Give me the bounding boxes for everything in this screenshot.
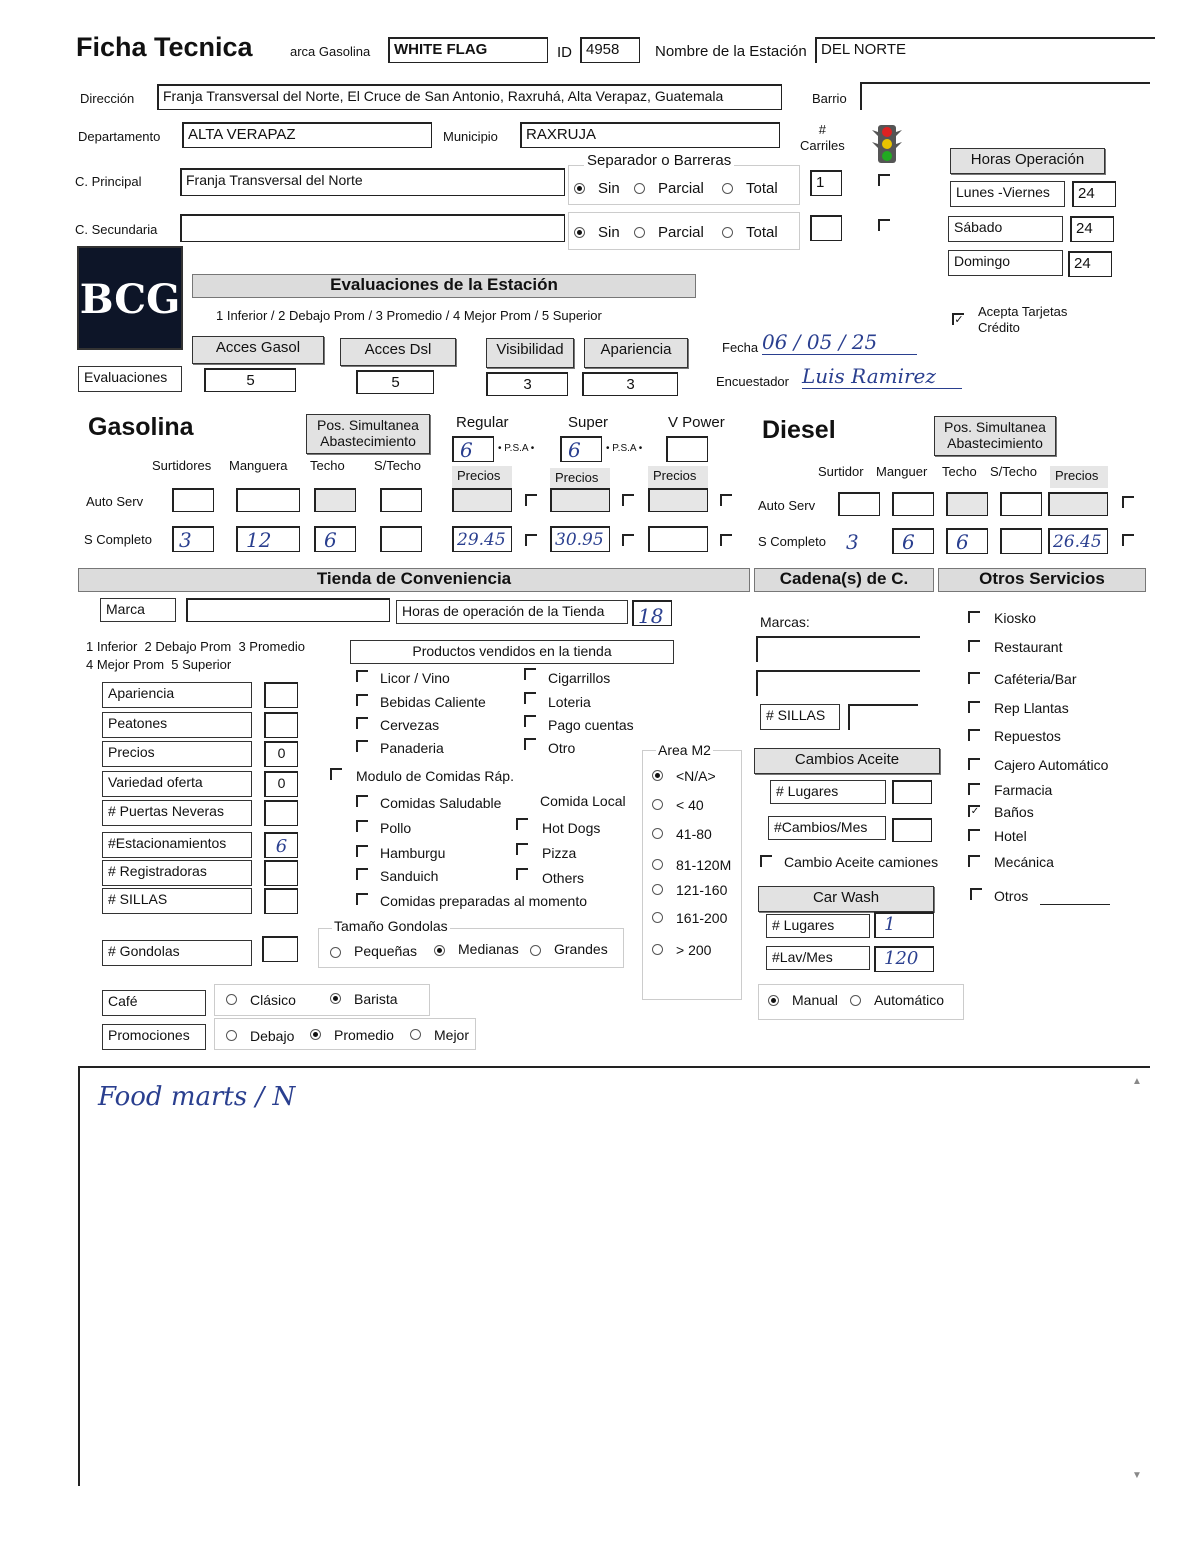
gas-precios-super-label: Precios [550, 468, 610, 490]
producto-checkbox[interactable] [524, 715, 536, 727]
producto-label: Licor / Vino [380, 670, 450, 686]
municipio-field[interactable]: RAXRUJA [520, 122, 780, 148]
gas-completo-manguera[interactable]: 12 [236, 526, 300, 552]
evaluaciones-title: Evaluaciones de la Estación [192, 274, 696, 298]
servicio-label: Caféteria/Bar [994, 671, 1077, 687]
wash-manual-label: Manual [792, 992, 838, 1008]
area-option-label: 121-160 [676, 882, 728, 898]
servicio-label: Hotel [994, 828, 1027, 844]
rating-label: Variedad oferta [102, 771, 252, 797]
comida-local-label: Comida Local [540, 793, 626, 809]
id-label: ID [557, 44, 572, 61]
tamano-pequenas-radio[interactable] [330, 947, 341, 958]
producto-label: Cervezas [380, 717, 440, 733]
wash-automatico-radio[interactable] [850, 995, 861, 1006]
gas-auto-super-precio[interactable] [550, 488, 610, 512]
separador-secundaria-sin-radio[interactable] [574, 227, 585, 238]
comida-checkbox[interactable] [356, 893, 368, 905]
traffic-light-icon [872, 124, 902, 164]
comida-checkbox[interactable] [516, 868, 528, 880]
promo-mejor-radio[interactable] [410, 1029, 421, 1040]
sabado-label: Sábado [948, 216, 1063, 242]
rating-label: Precios [102, 741, 252, 767]
comida-checkbox[interactable] [356, 868, 368, 880]
area-option-label: <N/A> [676, 768, 716, 784]
gas-precios-regular-label: Precios [452, 466, 512, 488]
tienda-horas-label: Horas de operación de la Tienda [396, 600, 628, 624]
carwash-lugares-label: # Lugares [766, 914, 870, 938]
regular-label: Regular [456, 414, 509, 431]
vpower-label: V Power [668, 414, 725, 431]
servicio-checkbox[interactable] [968, 829, 980, 841]
fecha-label: Fecha [722, 340, 759, 355]
carriles-principal-field[interactable]: 1 [810, 170, 842, 196]
separador-principal-total-radio[interactable] [722, 183, 733, 194]
comida-checkbox[interactable] [356, 795, 368, 807]
acces-gasol-field[interactable]: 5 [204, 368, 296, 392]
producto-label: Panaderia [380, 740, 444, 756]
tarjetas-checkbox[interactable]: ✓ [952, 313, 964, 325]
servicio-checkbox[interactable] [968, 701, 980, 713]
wash-automatico-label: Automático [874, 992, 945, 1008]
psa-label-1: • P.S.A • [498, 443, 535, 454]
area-option-label: < 40 [676, 797, 704, 813]
diesel-auto-label: Auto Serv [758, 498, 816, 513]
gas-auto-surtidores[interactable] [172, 488, 214, 512]
comida-label: Others [542, 870, 585, 886]
lunes-field[interactable]: 24 [1072, 181, 1116, 207]
servicio-checkbox[interactable] [968, 729, 980, 741]
producto-checkbox[interactable] [356, 717, 368, 729]
producto-checkbox[interactable] [356, 740, 368, 752]
diesel-completo-stecho[interactable] [1000, 528, 1042, 554]
producto-label: Loteria [548, 694, 591, 710]
area-group [642, 750, 742, 1000]
separador-principal-parcial-radio[interactable] [634, 183, 645, 194]
semaforo-principal-checkbox[interactable] [878, 174, 890, 186]
rating-label: # SILLAS [102, 888, 252, 914]
cambios-lugares-field[interactable] [892, 780, 932, 804]
area-label: Area M2 [658, 742, 711, 758]
gas-completo-surtidores[interactable]: 3 [172, 526, 214, 552]
comida-label: Hot Dogs [542, 820, 601, 836]
separador-secundaria-total-radio[interactable] [722, 227, 733, 238]
bcg-logo: BCG [77, 246, 183, 350]
servicio-checkbox[interactable] [968, 640, 980, 652]
gas-completo-stecho[interactable] [380, 526, 422, 552]
marcas-field-1[interactable] [756, 636, 920, 662]
servicio-label: Repuestos [994, 728, 1061, 744]
area-radio[interactable] [652, 799, 663, 810]
regular-pos-field[interactable]: 6 [452, 436, 494, 462]
gas-completo-vpower-precio[interactable] [648, 526, 708, 552]
rating-field[interactable] [264, 800, 298, 826]
separador-principal-parcial-label: Parcial [658, 180, 704, 197]
diesel-precios-label: Precios [1050, 466, 1108, 488]
rating-field[interactable] [264, 888, 298, 914]
carriles-label: # Carriles [800, 122, 845, 153]
servicio-label: Baños [994, 804, 1034, 820]
visibilidad-field[interactable]: 3 [486, 372, 568, 396]
gas-completo-vpower-check[interactable] [720, 534, 732, 546]
comida-checkbox[interactable] [516, 843, 528, 855]
tienda-horas-field[interactable]: 18 [632, 600, 672, 626]
servicio-label: Kiosko [994, 610, 1037, 626]
promo-promedio-label: Promedio [334, 1027, 394, 1043]
diesel-col-stecho: S/Techo [990, 464, 1037, 479]
page-title: Ficha Tecnica [76, 32, 253, 62]
servicio-checkbox[interactable] [968, 611, 980, 623]
cambios-mes-label: #Cambios/Mes [768, 816, 886, 840]
acces-dsl-button[interactable]: Acces Dsl [340, 338, 456, 366]
diesel-completo-surtidor[interactable]: 3 [838, 528, 880, 554]
cadenas-sillas-label: # SILLAS [760, 704, 840, 730]
rating-label: # Puertas Neveras [102, 800, 252, 826]
comida-label: Pollo [380, 820, 412, 836]
gas-auto-super-check[interactable] [622, 494, 634, 506]
cadenas-title: Cadena(s) de C. [754, 568, 934, 592]
servicio-checkbox[interactable] [968, 855, 980, 867]
otros-title: Otros Servicios [938, 568, 1146, 592]
carwash-lugares-field[interactable]: 1 [874, 912, 934, 938]
separador-principal-sin-radio[interactable] [574, 183, 585, 194]
servicio-checkbox[interactable] [968, 672, 980, 684]
gas-completo-techo[interactable]: 6 [314, 526, 356, 552]
gas-auto-manguera[interactable] [236, 488, 300, 512]
scroll-up-icon[interactable]: ▲ [1132, 1076, 1142, 1087]
lav-mes-label: #Lav/Mes [766, 946, 870, 970]
departamento-field[interactable]: ALTA VERAPAZ [182, 122, 432, 148]
otros-otros-checkbox[interactable] [970, 888, 982, 900]
diesel-completo-label: S Completo [758, 534, 826, 549]
rating-field[interactable]: 0 [264, 741, 298, 767]
acces-gasol-button[interactable]: Acces Gasol [192, 336, 324, 364]
rating-label: # Registradoras [102, 860, 252, 886]
servicio-checkbox[interactable] [968, 758, 980, 770]
producto-checkbox[interactable] [524, 668, 536, 680]
gondolas-label: # Gondolas [102, 940, 252, 966]
notes-top-border [78, 1066, 1150, 1068]
gas-auto-regular-precio[interactable] [452, 488, 512, 512]
gas-col-techo: Techo [310, 458, 345, 473]
semaforo-secundaria-checkbox[interactable] [878, 219, 890, 231]
gas-completo-super-check[interactable] [622, 534, 634, 546]
rating-label: Peatones [102, 712, 252, 738]
tamano-medianas-radio[interactable] [434, 945, 445, 956]
area-option-label: > 200 [676, 942, 712, 958]
area-radio[interactable] [652, 884, 663, 895]
separador-secundaria-sin-label: Sin [598, 224, 620, 241]
camiones-checkbox[interactable] [760, 855, 772, 867]
gasolina-title: Gasolina [88, 413, 194, 441]
area-radio[interactable] [652, 859, 663, 870]
otros-otros-label: Otros [994, 888, 1029, 904]
area-option-label: 161-200 [676, 910, 728, 926]
gas-pos-simultanea-button[interactable]: Pos. Simultanea Abastecimiento [306, 414, 430, 454]
domingo-field[interactable]: 24 [1068, 251, 1112, 277]
gas-auto-label: Auto Serv [86, 494, 144, 509]
scroll-down-icon[interactable]: ▼ [1132, 1470, 1142, 1481]
encuestador-field[interactable]: Luis Ramirez [802, 364, 962, 389]
diesel-pos-simultanea-button[interactable]: Pos. Simultanea Abastecimiento [934, 416, 1056, 456]
lunes-label: Lunes -Viernes [950, 181, 1065, 207]
camiones-label: Cambio Aceite camiones [784, 854, 939, 870]
servicio-checkbox[interactable]: ✓ [968, 805, 980, 817]
comida-checkbox[interactable] [516, 818, 528, 830]
producto-label: Pago cuentas [548, 717, 634, 733]
separador-secundaria-parcial-radio[interactable] [634, 227, 645, 238]
rating-label: Apariencia [102, 682, 252, 708]
super-pos-field[interactable]: 6 [560, 436, 602, 462]
tamano-medianas-label: Medianas [458, 941, 519, 957]
marca-field[interactable]: WHITE FLAG [388, 37, 548, 63]
evaluaciones-label: Evaluaciones [78, 366, 182, 392]
marcas-label: Marcas: [760, 614, 810, 630]
separador-principal-total-label: Total [746, 180, 778, 197]
separador-title: Separador o Barreras [584, 152, 734, 169]
producto-checkbox[interactable] [524, 692, 536, 704]
diesel-auto-techo[interactable] [946, 492, 988, 516]
producto-label: Otro [548, 740, 576, 756]
rating-field[interactable]: 6 [264, 832, 298, 858]
car-wash-button[interactable]: Car Wash [758, 886, 934, 912]
gas-precios-vpower-label: Precios [648, 466, 708, 488]
secundaria-label: C. Secundaria [75, 222, 158, 237]
carriles-secundaria-field[interactable] [810, 215, 842, 241]
servicio-label: Rep Llantas [994, 700, 1069, 716]
area-option-label: 81-120M [676, 857, 732, 873]
comida-checkbox[interactable] [356, 845, 368, 857]
psa-label-2: • P.S.A • [606, 443, 643, 454]
comida-label: Pizza [542, 845, 577, 861]
tamano-grandes-radio[interactable] [530, 945, 541, 956]
sabado-field[interactable]: 24 [1070, 216, 1114, 242]
tarjetas-label: Acepta Tarjetas Crédito [978, 304, 1068, 335]
apariencia-button[interactable]: Apariencia [584, 338, 688, 368]
gas-completo-regular-precio[interactable]: 29.45 [452, 526, 512, 552]
rating-field[interactable]: 0 [264, 771, 298, 797]
id-field[interactable]: 4958 [580, 37, 640, 63]
diesel-auto-check[interactable] [1122, 496, 1134, 508]
servicio-label: Farmacia [994, 782, 1053, 798]
gas-col-stecho: S/Techo [374, 458, 421, 473]
producto-label: Cigarrillos [548, 670, 611, 686]
diesel-completo-check[interactable] [1122, 534, 1134, 546]
area-radio[interactable] [652, 828, 663, 839]
apariencia-field[interactable]: 3 [582, 372, 678, 396]
cadenas-sillas-field[interactable] [848, 704, 918, 730]
servicio-label: Mecánica [994, 854, 1054, 870]
gas-col-manguera: Manguera [229, 458, 288, 473]
comida-checkbox[interactable] [356, 820, 368, 832]
barrio-label: Barrio [812, 91, 847, 106]
gas-completo-super-precio[interactable]: 30.95 [550, 526, 610, 552]
cambios-aceite-button[interactable]: Cambios Aceite [754, 748, 940, 774]
cafe-barista-radio[interactable] [330, 993, 341, 1004]
direccion-field[interactable]: Franja Transversal del Norte, El Cruce de San Antonio, Raxruhá, Alta Verapaz, Guatemala [157, 84, 782, 110]
horas-operacion-button[interactable]: Horas Operación [950, 148, 1105, 174]
diesel-auto-surtidor[interactable] [838, 492, 880, 516]
gas-completo-regular-check[interactable] [525, 534, 537, 546]
diesel-auto-manguer[interactable] [892, 492, 934, 516]
area-option-label: 41-80 [676, 826, 712, 842]
cafe-barista-label: Barista [354, 991, 398, 1007]
diesel-auto-precio[interactable] [1048, 492, 1108, 516]
vpower-pos-field[interactable] [666, 436, 708, 462]
productos-title: Productos vendidos en la tienda [350, 640, 674, 664]
super-label: Super [568, 414, 609, 431]
promociones-label: Promociones [102, 1024, 206, 1050]
notes-text: Food marts / N [98, 1082, 296, 1112]
promo-debajo-label: Debajo [250, 1028, 295, 1044]
producto-label: Bebidas Caliente [380, 694, 486, 710]
tienda-scale: 1 Inferior 2 Debajo Prom 3 Promedio 4 Mejor Prom 5 Superior [86, 639, 305, 672]
tienda-title: Tienda de Conveniencia [78, 568, 750, 592]
acces-dsl-field[interactable]: 5 [356, 370, 434, 394]
gas-auto-vpower-precio[interactable] [648, 488, 708, 512]
comida-label: Sanduich [380, 868, 439, 884]
cambios-lugares-label: # Lugares [770, 780, 886, 804]
gondolas-field[interactable] [262, 936, 298, 962]
modulo-comidas-checkbox[interactable] [330, 768, 342, 780]
separador-principal-sin-label: Sin [598, 180, 620, 197]
domingo-label: Domingo [948, 250, 1063, 276]
comida-label: Hamburgu [380, 845, 446, 861]
gas-completo-label: S Completo [84, 532, 152, 547]
area-radio[interactable] [652, 770, 663, 781]
marca-label: arca Gasolina [290, 44, 371, 59]
estacion-label: Nombre de la Estación [655, 43, 807, 60]
otros-otros-line [1040, 904, 1110, 905]
wash-manual-radio[interactable] [768, 995, 779, 1006]
municipio-label: Municipio [443, 129, 498, 144]
fecha-field[interactable]: 06 / 05 / 25 [762, 330, 917, 355]
area-radio[interactable] [652, 944, 663, 955]
principal-field[interactable]: Franja Transversal del Norte [180, 168, 565, 196]
servicio-label: Cajero Automático [994, 757, 1109, 773]
cambios-mes-field[interactable] [892, 818, 932, 842]
diesel-col-manguer: Manguer [876, 464, 928, 479]
comida-label: Comidas Saludable [380, 795, 502, 811]
gas-auto-regular-check[interactable] [525, 494, 537, 506]
separador-secundaria-total-label: Total [746, 224, 778, 241]
evaluaciones-scale: 1 Inferior / 2 Debajo Prom / 3 Promedio / 4 Mejor Prom / 5 Superior [216, 308, 602, 323]
gas-col-surtidores: Surtidores [152, 458, 212, 473]
diesel-completo-techo[interactable]: 6 [946, 528, 988, 554]
modulo-comidas-label: Modulo de Comidas Ráp. [356, 768, 514, 784]
diesel-completo-precio[interactable]: 26.45 [1048, 528, 1108, 554]
gas-auto-vpower-check[interactable] [720, 494, 732, 506]
departamento-label: Departamento [78, 129, 161, 144]
direccion-label: Dirección [80, 91, 135, 106]
area-radio[interactable] [652, 912, 663, 923]
producto-checkbox[interactable] [356, 694, 368, 706]
tienda-marca-field[interactable] [186, 598, 390, 622]
tienda-marca-label: Marca [100, 598, 176, 622]
principal-label: C. Principal [75, 174, 142, 189]
diesel-completo-manguer[interactable]: 6 [892, 528, 934, 554]
estacion-field[interactable]: DEL NORTE [815, 37, 1155, 63]
promo-mejor-label: Mejor [434, 1027, 470, 1043]
diesel-col-surtidor: Surtidor [818, 464, 864, 479]
secundaria-field[interactable] [180, 214, 565, 242]
notes-left-border [78, 1066, 80, 1486]
tamano-label: Tamaño Gondolas [334, 918, 448, 934]
diesel-col-techo: Techo [942, 464, 977, 479]
barrio-field[interactable] [860, 82, 1150, 110]
promo-debajo-radio[interactable] [226, 1030, 237, 1041]
visibilidad-button[interactable]: Visibilidad [486, 338, 574, 368]
rating-field[interactable] [264, 860, 298, 886]
tamano-grandes-label: Grandes [554, 941, 608, 957]
rating-field[interactable] [264, 682, 298, 708]
encuestador-label: Encuestador [716, 374, 789, 389]
gas-auto-techo[interactable] [314, 488, 356, 512]
comida-label: Comidas preparadas al momento [380, 893, 587, 909]
servicio-label: Restaurant [994, 639, 1063, 655]
rating-field[interactable] [264, 712, 298, 738]
rating-label: #Estacionamientos [102, 832, 252, 858]
producto-checkbox[interactable] [524, 738, 536, 750]
gas-auto-stecho[interactable] [380, 488, 422, 512]
lav-mes-field[interactable]: 120 [874, 946, 934, 972]
marcas-field-2[interactable] [756, 670, 920, 696]
cafe-label: Café [102, 990, 206, 1016]
tamano-pequenas-label: Pequeñas [354, 943, 418, 959]
servicio-checkbox[interactable] [968, 783, 980, 795]
cafe-clasico-radio[interactable] [226, 994, 237, 1005]
producto-checkbox[interactable] [356, 670, 368, 682]
diesel-auto-stecho[interactable] [1000, 492, 1042, 516]
diesel-title: Diesel [762, 416, 836, 444]
separador-secundaria-parcial-label: Parcial [658, 224, 704, 241]
cafe-clasico-label: Clásico [250, 992, 296, 1008]
promo-promedio-radio[interactable] [310, 1029, 321, 1040]
